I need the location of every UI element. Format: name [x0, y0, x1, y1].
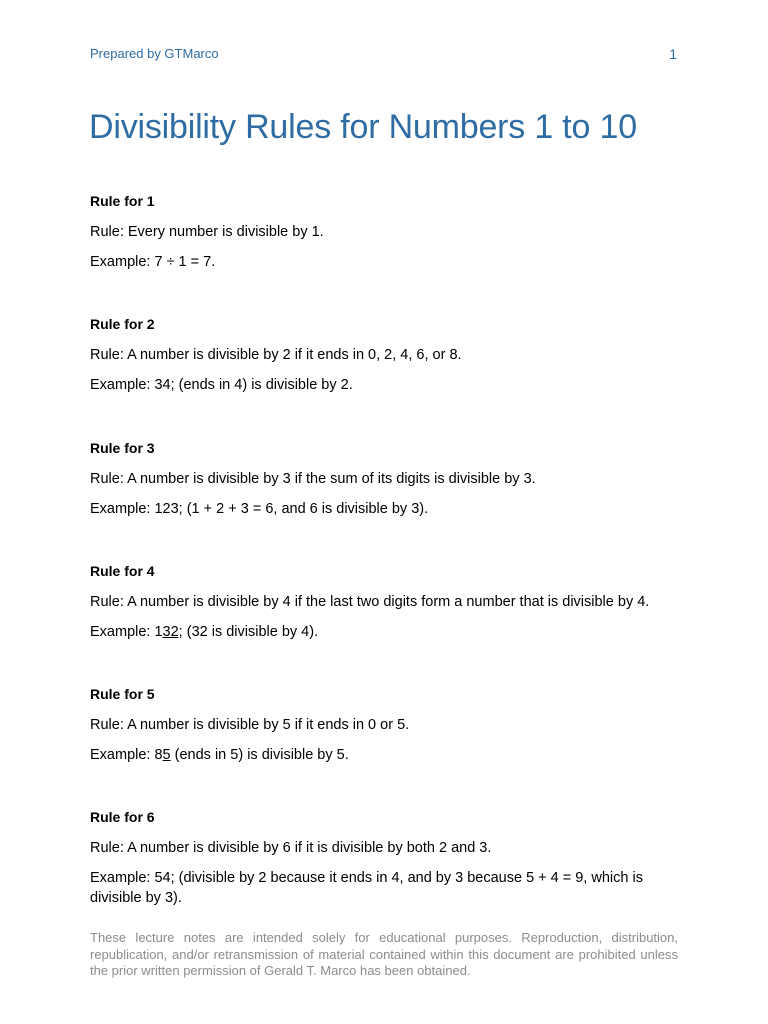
rule-example	[90, 252, 680, 272]
example-text: Example: 123; (1 + 2 + 3 = 6, and 6 is divisible by 3).	[90, 500, 429, 517]
rule-heading: Rule for 1	[90, 193, 155, 209]
rule-heading: Rule for 6	[90, 809, 155, 826]
copyright-notice: These lecture notes are intended solely for educational purposes. Reproduction, distribution, republication, and/or retransmission of material contained within this document are prohibited unless the prior written permission of Gerald T. Marco has been obtained.	[90, 930, 678, 978]
rule-statement: Rule: A number is divisible by 2 if it ends in 0, 2, 4, 6, or 8.	[90, 347, 462, 364]
rules-list	[90, 193, 680, 933]
header-author: Prepared by GTMarco	[90, 46, 219, 61]
rule-statement: Rule: A number is divisible by 4 if the last two digits form a number that is divisible by 4.	[90, 593, 650, 610]
page-number: 1	[669, 46, 677, 62]
rule-heading: Rule for 3	[90, 439, 155, 456]
example-text: Example: 1	[90, 623, 163, 640]
rule-example	[90, 499, 680, 519]
rule-section-2	[90, 316, 680, 439]
rule-example	[90, 375, 680, 395]
rule-section-6	[90, 809, 680, 932]
rule-example	[90, 745, 680, 765]
rule-section-3	[90, 440, 680, 563]
rule-example	[90, 868, 680, 908]
rule-section-1	[90, 193, 680, 316]
example-text: Example: 34; (ends in 4) is divisible by 2.	[90, 377, 353, 394]
example-text: Example: 54; (divisible by 2 because it ends in 4, and by 3 because 5 + 4 = 9, which is divisible by 3).	[90, 870, 643, 907]
rule-statement: Rule: Every number is divisible by 1.	[90, 224, 324, 240]
example-underlined-text: 32;	[162, 623, 183, 640]
example-text: Example: 7 ÷ 1 = 7.	[90, 254, 216, 270]
example-text-end: (32 is divisible by 4).	[182, 623, 319, 640]
page-title: Divisibility Rules for Numbers 1 to 10	[89, 108, 637, 146]
rule-section-5	[90, 686, 680, 809]
rule-heading: Rule for 4	[90, 562, 155, 579]
rule-section-4	[90, 563, 680, 686]
rule-example	[90, 622, 680, 642]
example-underlined-text: 5	[162, 747, 171, 764]
example-text-end: (ends in 5) is divisible by 5.	[170, 747, 349, 764]
rule-statement: Rule: A number is divisible by 5 if it ends in 0 or 5.	[90, 717, 410, 734]
rule-statement: Rule: A number is divisible by 3 if the sum of its digits is divisible by 3.	[90, 470, 536, 487]
rule-heading: Rule for 2	[90, 316, 155, 333]
rule-heading: Rule for 5	[90, 686, 155, 703]
example-text: Example: 8	[90, 747, 163, 764]
rule-statement: Rule: A number is divisible by 6 if it is divisible by both 2 and 3.	[90, 840, 492, 857]
